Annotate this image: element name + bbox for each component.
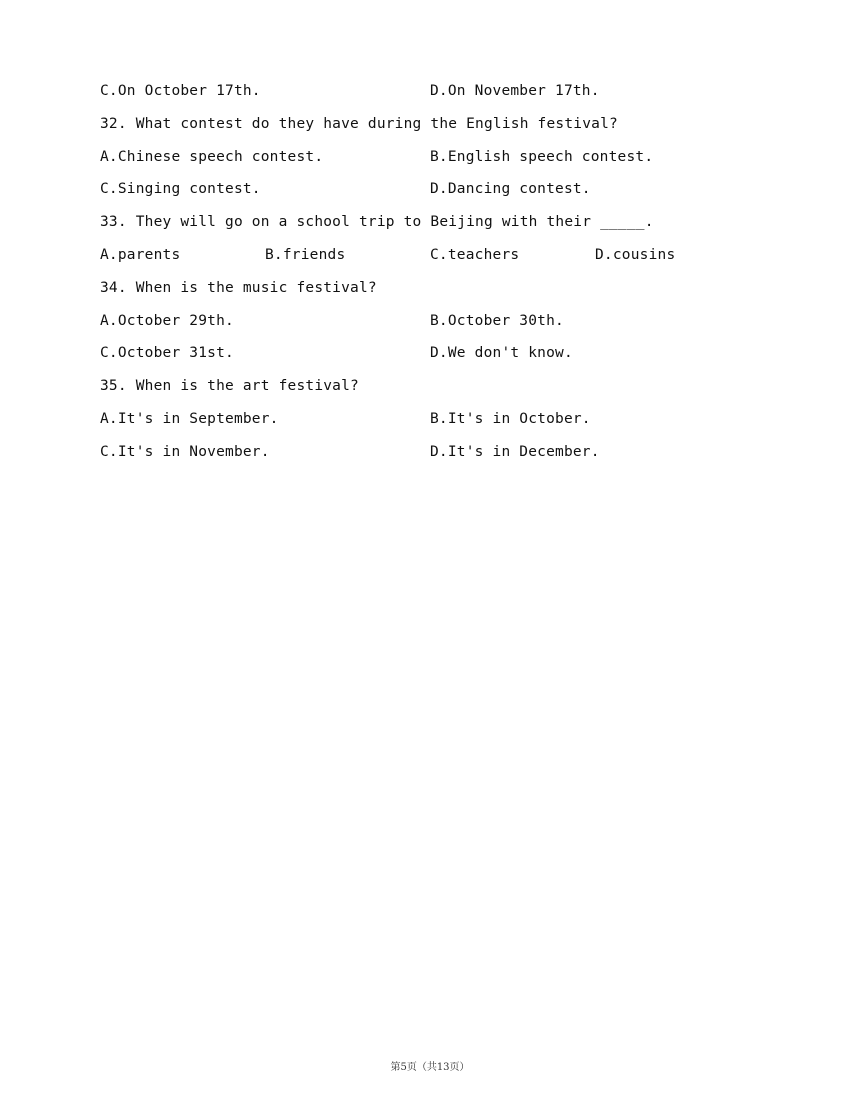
- option-c-q31: C.On October 17th.: [100, 83, 261, 99]
- question-32: 32. What contest do they have during the English festival?: [100, 116, 618, 132]
- option-d-q31: D.On November 17th.: [430, 83, 600, 99]
- option-b-q32: B.English speech contest.: [430, 149, 654, 165]
- page-number-footer: 第5页（共13页）: [390, 1062, 470, 1073]
- option-d-q33: D.cousins: [595, 247, 676, 263]
- option-b-q35: B.It's in October.: [430, 411, 591, 427]
- option-d-q32: D.Dancing contest.: [430, 181, 591, 197]
- question-35: 35. When is the art festival?: [100, 378, 359, 394]
- option-c-q35: C.It's in November.: [100, 444, 270, 460]
- option-a-q33: A.parents: [100, 247, 181, 263]
- option-a-q34: A.October 29th.: [100, 313, 234, 329]
- option-b-q33: B.friends: [265, 247, 346, 263]
- option-d-q35: D.It's in December.: [430, 444, 600, 460]
- option-b-q34: B.October 30th.: [430, 313, 564, 329]
- option-c-q32: C.Singing contest.: [100, 181, 261, 197]
- option-c-q33: C.teachers: [430, 247, 520, 263]
- option-c-q34: C.October 31st.: [100, 345, 234, 361]
- question-34: 34. When is the music festival?: [100, 280, 377, 296]
- question-33: 33. They will go on a school trip to Beijing with their _____.: [100, 214, 654, 230]
- option-d-q34: D.We don't know.: [430, 345, 573, 361]
- option-a-q32: A.Chinese speech contest.: [100, 149, 324, 165]
- option-a-q35: A.It's in September.: [100, 411, 279, 427]
